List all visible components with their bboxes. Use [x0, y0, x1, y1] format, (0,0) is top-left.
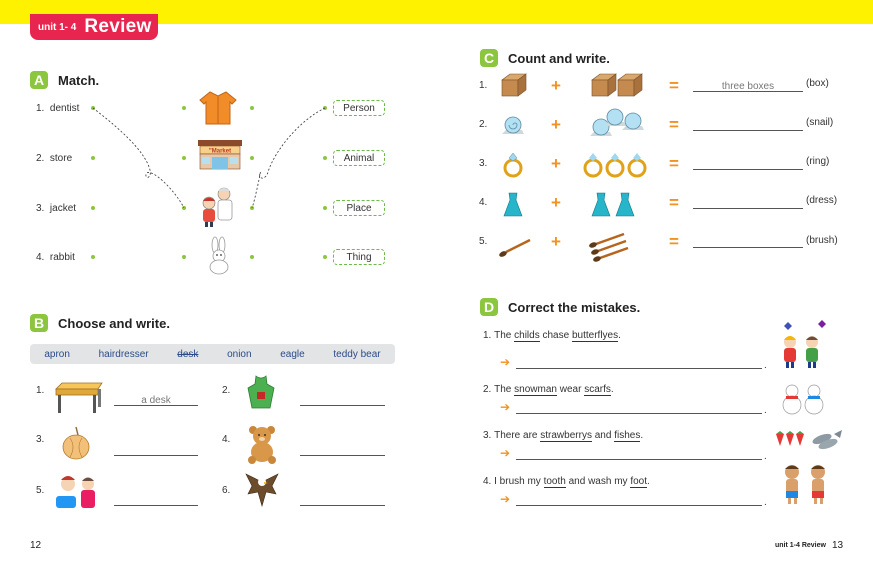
mistake-word: strawberrys: [540, 430, 592, 441]
hint-text: (snail): [806, 117, 834, 128]
snail-icon: [500, 114, 526, 138]
plus-sign: +: [551, 76, 561, 95]
eagle-icon: [244, 472, 280, 512]
answer-line[interactable]: [516, 413, 762, 414]
unit-label: unit 1- 4: [38, 21, 77, 33]
period: .: [764, 451, 767, 462]
equals-sign: =: [669, 154, 679, 173]
answer-text: a desk: [141, 395, 171, 406]
rabbit-icon: [204, 237, 234, 275]
mistake-word: fishes: [614, 430, 641, 441]
three-rings-icon: [582, 152, 648, 178]
hint-text: (dress): [806, 195, 838, 206]
mistake-sentence: 4. I brush my tooth and wash my foot.: [483, 476, 650, 487]
mistake-sentence: 1. The childs chase butterflyes.: [483, 330, 621, 341]
period: .: [764, 360, 767, 371]
arrow-icon: ➔: [500, 492, 511, 506]
answer-line[interactable]: [693, 130, 803, 131]
section-d-letter: D: [480, 298, 498, 316]
equals-sign: =: [669, 232, 679, 251]
box-icon: [500, 72, 528, 98]
category-box-animal: Animal: [333, 150, 385, 166]
teddy-bear-icon: [244, 424, 280, 464]
two-boxes-icon: [590, 72, 644, 98]
period: .: [764, 405, 767, 416]
hint-text: (brush): [806, 235, 838, 246]
answer-line[interactable]: [300, 505, 385, 506]
section-d-title: Correct the mistakes.: [508, 299, 641, 315]
onion-icon: [60, 425, 92, 461]
store-icon: [196, 140, 244, 170]
dentist-icon: [196, 187, 240, 227]
mistake-word: childs: [514, 330, 540, 341]
item-number: 1.: [36, 385, 45, 396]
mistake-sentence: 3. There are strawberrys and fishes.: [483, 430, 644, 441]
answer-line[interactable]: [693, 208, 803, 209]
mistake-word: butterflyes: [571, 330, 619, 341]
item-number: 4.: [479, 197, 488, 208]
brush-icon: [498, 236, 532, 258]
snowmen-icon: [778, 382, 830, 416]
boys-washing-icon: [778, 462, 832, 506]
page-number-right: 13: [832, 540, 844, 551]
match-item-1: 1. dentist: [36, 103, 80, 114]
section-b-title: Choose and write.: [58, 315, 170, 331]
answer-line[interactable]: [300, 455, 385, 456]
arrow-icon: ➔: [500, 446, 511, 460]
arrow-icon: ➔: [500, 400, 511, 414]
apron-icon: [246, 374, 276, 410]
item-number: 6.: [222, 485, 231, 496]
word-bank-item-used: desk: [177, 348, 199, 360]
answer-line[interactable]: [693, 247, 803, 248]
period: .: [764, 497, 767, 508]
category-box-place: Place: [333, 200, 385, 216]
item-number: 5.: [479, 236, 488, 247]
item-number: 2.: [222, 385, 231, 396]
item-number: 2.: [479, 119, 488, 130]
answer-line[interactable]: [693, 169, 803, 170]
word-bank-item: apron: [44, 348, 70, 360]
mistake-word: foot: [630, 476, 648, 487]
answer-line[interactable]: [300, 405, 385, 406]
item-number: 3.: [479, 158, 488, 169]
ring-icon: [502, 152, 524, 178]
equals-sign: =: [669, 115, 679, 134]
store-sign: "Market: [208, 148, 232, 155]
match-item-2: 2. store: [36, 153, 73, 164]
answer-line[interactable]: [114, 455, 198, 456]
section-c-letter: C: [480, 49, 498, 67]
dress-icon: [502, 192, 524, 218]
answer-line[interactable]: [516, 368, 762, 369]
footer-unit-label: unit 1-4 Review: [775, 542, 826, 549]
section-b-heading: [30, 314, 170, 332]
plus-sign: +: [551, 232, 561, 251]
hint-text: (box): [806, 78, 829, 89]
section-d-heading: [480, 298, 640, 316]
desk-icon: [54, 381, 104, 415]
three-brushes-icon: [588, 232, 630, 262]
page-title: Review: [84, 16, 152, 37]
word-bank-item: eagle: [280, 348, 305, 360]
plus-sign: +: [551, 154, 561, 173]
section-c-title: Count and write.: [508, 50, 610, 66]
item-number: 1.: [479, 80, 488, 91]
mistake-sentence: 2. The snowman wear scarfs.: [483, 384, 614, 395]
item-number: 4.: [222, 434, 231, 445]
word-bank-item: hairdresser: [98, 348, 149, 360]
equals-sign: =: [669, 193, 679, 212]
three-snails-icon: [588, 106, 648, 140]
plus-sign: +: [551, 115, 561, 134]
match-item-4: 4. rabbit: [36, 252, 75, 263]
section-a-letter: A: [30, 71, 48, 89]
section-a-title: Match.: [58, 72, 100, 88]
strawberries-fishes-icon: [772, 428, 844, 452]
jacket-icon: [198, 90, 238, 126]
two-dresses-icon: [590, 192, 638, 218]
mistake-word: scarfs: [584, 384, 611, 395]
category-box-thing: Thing: [333, 249, 385, 265]
section-b-letter: B: [30, 314, 48, 332]
answer-text: three boxes: [721, 81, 775, 92]
plus-sign: +: [551, 193, 561, 212]
mistake-word: tooth: [543, 476, 566, 487]
answer-line[interactable]: [516, 459, 762, 460]
hairdresser-icon: [54, 472, 102, 510]
arrow-icon: ➔: [500, 355, 511, 369]
word-bank-item: teddy bear: [333, 348, 381, 360]
page-number-left: 12: [30, 540, 42, 551]
word-bank: [30, 344, 395, 364]
equals-sign: =: [669, 76, 679, 95]
item-number: 5.: [36, 485, 45, 496]
answer-line[interactable]: [516, 505, 762, 506]
answer-line[interactable]: [114, 505, 198, 506]
children-butterflies-icon: [774, 320, 834, 372]
hint-text: (ring): [806, 156, 830, 167]
item-number: 3.: [36, 434, 45, 445]
match-item-3: 3. jacket: [36, 203, 77, 214]
section-c-heading: [480, 49, 610, 67]
mistake-word: snowman: [514, 384, 557, 395]
category-box-person: Person: [333, 100, 385, 116]
word-bank-item: onion: [227, 348, 252, 360]
